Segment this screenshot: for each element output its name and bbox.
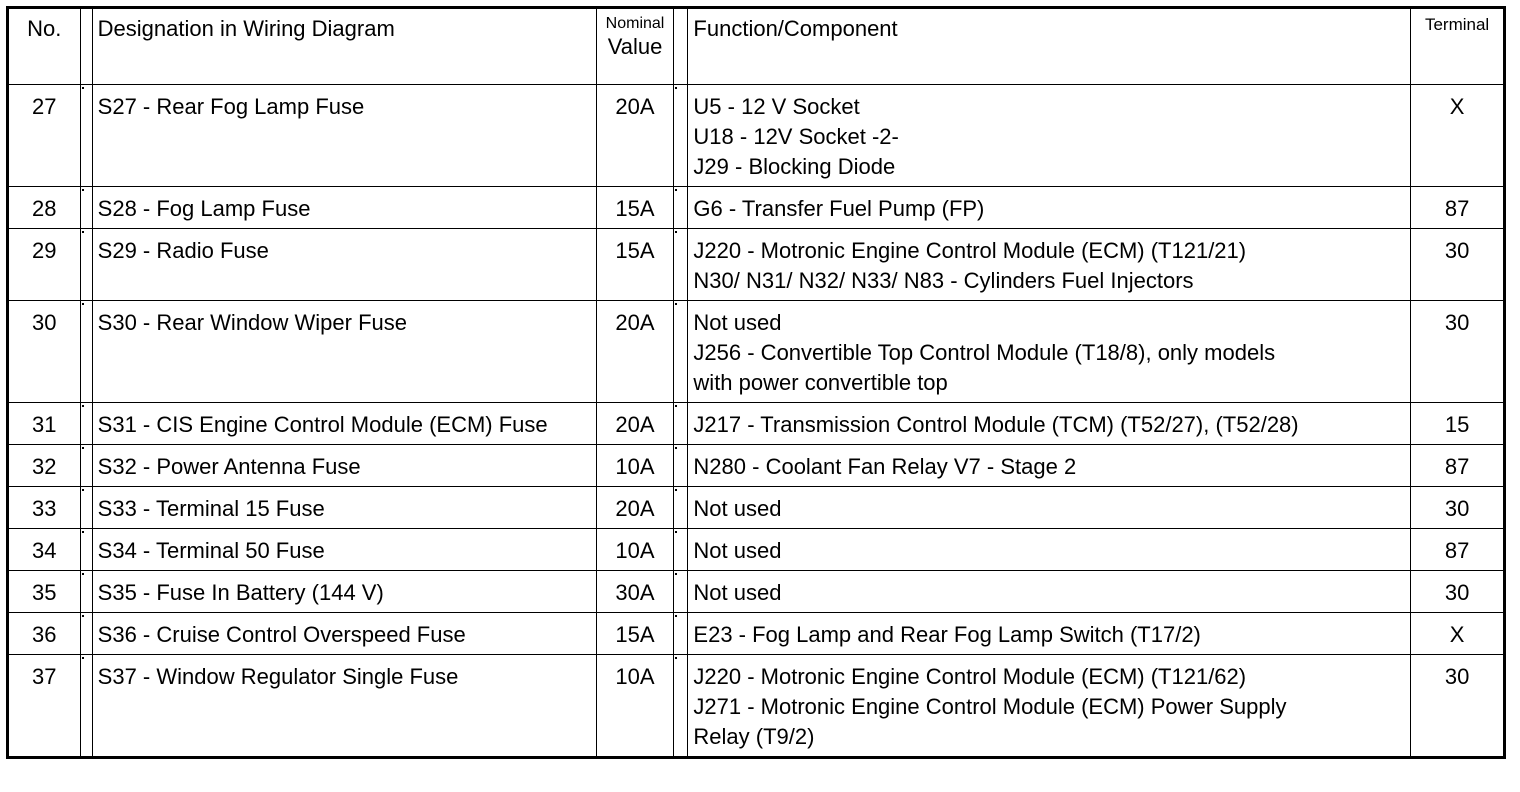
designation-text: S37 - Window Regulator Single Fuse — [97, 664, 459, 689]
row-function — [688, 571, 1411, 613]
row-number: 32 — [8, 445, 81, 487]
row-designation — [92, 403, 596, 445]
designation-text: S33 - Terminal 15 Fuse — [97, 496, 325, 521]
row-terminal: 30 — [1411, 229, 1505, 301]
row-nominal-value: 10A — [596, 529, 674, 571]
row-nominal-value: 20A — [596, 85, 674, 187]
designation-text: S36 - Cruise Control Overspeed Fuse — [97, 622, 466, 647]
row-function — [688, 487, 1411, 529]
designation-text: S27 - Rear Fog Lamp Fuse — [97, 94, 365, 119]
function-line: Not used — [693, 580, 782, 605]
row-function — [688, 529, 1411, 571]
table-row — [8, 187, 1505, 229]
row-spacer-1 — [80, 487, 92, 529]
row-number: 31 — [8, 403, 81, 445]
tick-mark — [82, 489, 84, 491]
row-nominal-value: 30A — [596, 571, 674, 613]
function-line: G6 - Transfer Fuel Pump (FP) — [693, 196, 985, 221]
row-spacer-1 — [80, 613, 92, 655]
table-body — [8, 85, 1505, 758]
function-line: N30/ N31/ N32/ N33/ N83 - Cylinders Fuel Injectors — [693, 268, 1194, 293]
row-nominal-value: 10A — [596, 655, 674, 758]
tick-mark — [82, 231, 84, 233]
row-designation — [92, 655, 596, 758]
row-spacer-1 — [80, 655, 92, 758]
row-spacer-2 — [674, 445, 688, 487]
row-function — [688, 187, 1411, 229]
function-line: Not used — [693, 538, 782, 563]
header-function: Function/Component — [688, 8, 1411, 85]
fuse-table — [6, 6, 1506, 759]
function-line: J220 - Motronic Engine Control Module (ECM) (T121/21) — [693, 238, 1247, 263]
tick-mark — [675, 489, 677, 491]
row-number: 27 — [8, 85, 81, 187]
row-function — [688, 655, 1411, 758]
table-row — [8, 403, 1505, 445]
row-spacer-2 — [674, 571, 688, 613]
function-line: Not used — [693, 310, 782, 335]
tick-mark — [82, 657, 84, 659]
row-spacer-1 — [80, 85, 92, 187]
designation-text: S30 - Rear Window Wiper Fuse — [97, 310, 407, 335]
row-spacer-1 — [80, 403, 92, 445]
row-spacer-2 — [674, 613, 688, 655]
function-line: J271 - Motronic Engine Control Module (ECM) Power Supply — [693, 694, 1287, 719]
row-function — [688, 85, 1411, 187]
tick-mark — [82, 303, 84, 305]
row-nominal-value: 10A — [596, 445, 674, 487]
row-function — [688, 301, 1411, 403]
row-spacer-1 — [80, 529, 92, 571]
row-spacer-2 — [674, 487, 688, 529]
header-no: No. — [8, 8, 81, 85]
row-spacer-2 — [674, 529, 688, 571]
row-number: 28 — [8, 187, 81, 229]
function-line: N280 - Coolant Fan Relay V7 - Stage 2 — [693, 454, 1077, 479]
row-designation — [92, 229, 596, 301]
row-number: 37 — [8, 655, 81, 758]
row-number: 29 — [8, 229, 81, 301]
row-designation — [92, 445, 596, 487]
row-spacer-2 — [674, 655, 688, 758]
row-spacer-2 — [674, 229, 688, 301]
tick-mark — [82, 405, 84, 407]
row-nominal-value: 15A — [596, 229, 674, 301]
function-line: J29 - Blocking Diode — [693, 154, 896, 179]
function-line: J256 - Convertible Top Control Module (T18/8), only models — [693, 340, 1276, 365]
row-spacer-2 — [674, 301, 688, 403]
function-line: Not used — [693, 496, 782, 521]
row-number: 36 — [8, 613, 81, 655]
function-line: U18 - 12V Socket -2- — [693, 124, 899, 149]
header-designation: Designation in Wiring Diagram — [92, 8, 596, 85]
function-line: J217 - Transmission Control Module (TCM) (T52/27), (T52/28) — [693, 412, 1299, 437]
row-terminal: 87 — [1411, 445, 1505, 487]
row-terminal: X — [1411, 85, 1505, 187]
designation-text: S31 - CIS Engine Control Module (ECM) Fuse — [97, 412, 548, 437]
row-spacer-1 — [80, 445, 92, 487]
header-nominal-value — [596, 8, 674, 85]
row-terminal: 87 — [1411, 529, 1505, 571]
row-spacer-1 — [80, 301, 92, 403]
function-line: E23 - Fog Lamp and Rear Fog Lamp Switch (T17/2) — [693, 622, 1201, 647]
row-spacer-2 — [674, 187, 688, 229]
header-spacer-2 — [674, 8, 688, 85]
tick-mark — [675, 189, 677, 191]
table-row — [8, 655, 1505, 758]
row-nominal-value: 15A — [596, 187, 674, 229]
function-line: with power convertible top — [693, 370, 948, 395]
designation-text: S29 - Radio Fuse — [97, 238, 269, 263]
row-nominal-value: 20A — [596, 301, 674, 403]
function-line: U5 - 12 V Socket — [693, 94, 860, 119]
table-row — [8, 613, 1505, 655]
table-row — [8, 571, 1505, 613]
tick-mark — [82, 615, 84, 617]
row-designation — [92, 301, 596, 403]
tick-mark — [675, 447, 677, 449]
row-designation — [92, 529, 596, 571]
row-terminal: 30 — [1411, 571, 1505, 613]
tick-mark — [82, 87, 84, 89]
table-row — [8, 85, 1505, 187]
row-number: 34 — [8, 529, 81, 571]
row-nominal-value: 20A — [596, 403, 674, 445]
row-spacer-2 — [674, 85, 688, 187]
tick-mark — [675, 303, 677, 305]
tick-mark — [82, 447, 84, 449]
tick-mark — [675, 87, 677, 89]
tick-mark — [675, 531, 677, 533]
row-function — [688, 403, 1411, 445]
row-spacer-1 — [80, 187, 92, 229]
function-line: Relay (T9/2) — [693, 724, 815, 749]
tick-mark — [675, 405, 677, 407]
header-spacer-1 — [80, 8, 92, 85]
tick-mark — [675, 231, 677, 233]
tick-mark — [82, 189, 84, 191]
row-nominal-value: 20A — [596, 487, 674, 529]
function-line: J220 - Motronic Engine Control Module (ECM) (T121/62) — [693, 664, 1247, 689]
row-spacer-1 — [80, 229, 92, 301]
designation-text: S28 - Fog Lamp Fuse — [97, 196, 311, 221]
row-terminal: 30 — [1411, 301, 1505, 403]
tick-mark — [675, 657, 677, 659]
row-nominal-value: 15A — [596, 613, 674, 655]
table-row — [8, 487, 1505, 529]
header-row — [8, 8, 1505, 85]
row-function — [688, 445, 1411, 487]
row-designation — [92, 613, 596, 655]
tick-mark — [675, 573, 677, 575]
table-row — [8, 229, 1505, 301]
row-designation — [92, 187, 596, 229]
header-nominal-top: Nominal — [605, 15, 665, 32]
designation-text: S35 - Fuse In Battery (144 V) — [97, 580, 384, 605]
tick-mark — [82, 531, 84, 533]
table-row — [8, 445, 1505, 487]
row-spacer-1 — [80, 571, 92, 613]
table-row — [8, 301, 1505, 403]
tick-mark — [675, 615, 677, 617]
row-function — [688, 229, 1411, 301]
tick-mark — [82, 573, 84, 575]
row-terminal: 87 — [1411, 187, 1505, 229]
row-designation — [92, 487, 596, 529]
row-spacer-2 — [674, 403, 688, 445]
row-designation — [92, 85, 596, 187]
row-terminal: 30 — [1411, 655, 1505, 758]
header-nominal-bottom: Value — [607, 34, 663, 59]
table-row — [8, 529, 1505, 571]
row-number: 30 — [8, 301, 81, 403]
row-terminal: 15 — [1411, 403, 1505, 445]
row-function — [688, 613, 1411, 655]
designation-text: S32 - Power Antenna Fuse — [97, 454, 361, 479]
row-terminal: X — [1411, 613, 1505, 655]
row-designation — [92, 571, 596, 613]
designation-text: S34 - Terminal 50 Fuse — [97, 538, 325, 563]
row-number: 35 — [8, 571, 81, 613]
row-number: 33 — [8, 487, 81, 529]
header-terminal: Terminal — [1411, 8, 1505, 85]
row-terminal: 30 — [1411, 487, 1505, 529]
